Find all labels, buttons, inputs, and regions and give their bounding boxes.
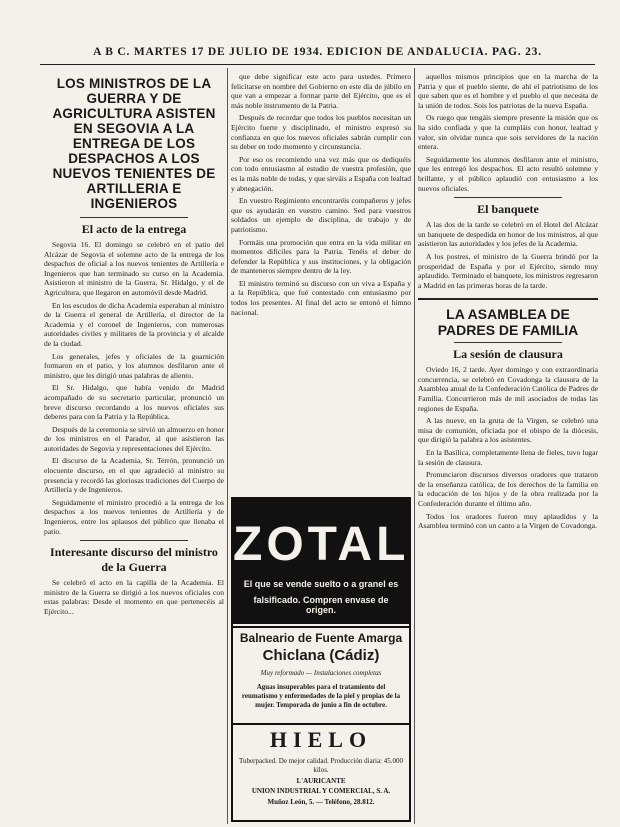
ad-divider [233, 626, 409, 628]
ice-company: UNION INDUSTRIAL Y COMERCIAL, S. A. [251, 787, 391, 795]
paragraph: Seguidamente los alumnos desfilaron ante el ministro, que les entregó los despachos. El acto resultó solemne y brillante, y el público aplaudió con entusiasmo a los nuevos oficiales. [418, 154, 598, 193]
article-1-subhead: El acto de la entrega [81, 222, 187, 236]
banquet-title: El banquete [477, 202, 539, 217]
paragraph: En vuestro Regimiento encontraréis compañeros y jefes que os ayudarán en vuestro camino. Sed para vuestros soldados un ejemplo de disciplina, de trabajo y de patriotismo. [231, 196, 411, 234]
zotal-ad [233, 499, 409, 624]
paragraph: A las dos de la tarde se celebró en el Hotel del Alcázar un banquete de despedida en honor de los ministros, al que asistieron las autoridades y los jefes de la Academia. [418, 220, 598, 249]
column-rule [414, 68, 415, 824]
ad-divider [233, 723, 409, 725]
paragraph: El ministro terminó su discurso con un viva a España y a la República, que fué contestado con entusiasmo por todos los presentes. Al final del acto se entonó el himno nacional. [231, 278, 411, 317]
spa-name: Balneario de Fuente Amarga [239, 631, 403, 645]
paragraph: Oviedo 16, 2 tarde. Ayer domingo y con extraordinaria concurrencia, se celebró en Covadonga la clausura de la Asamblea anual de la Confederación Católica de Padres de Familia. Concurrieron más de mil asociados de todas las regiones de España. [418, 365, 598, 413]
column-3 [418, 72, 598, 824]
paragraph: Después de recordar que todos los pueblos necesitan un Ejército fuerte y disciplinado, el ministro expresó su confianza en que los nuevos oficiales sabrán cumplir con su deber en todo momento y circunstancia. [231, 113, 411, 152]
ice-title: HIELO [269, 727, 373, 752]
paragraph: aquellos mismos principios que en la marcha de la Patria y que el pueblo siente, de ahí el patriotismo de los que saben que es el hombre y el pueblo el que necesita de la unión de todos. Sois los patriotas de la nueva España. [418, 72, 598, 110]
ice-address: Muñoz León, 5. — Teléfono, 28.812. [267, 798, 375, 806]
zotal-line-1: El que se vende suelto o a granel es [243, 579, 399, 589]
article-4-headline: LA ASAMBLEA DE PADRES DE FAMILIA [437, 306, 579, 339]
page-header: A B C. MARTES 17 DE JULIO DE 1934. EDICION DE ANDALUCIA. PAG. 23. [93, 46, 542, 58]
ice-text: Tuberpacked. De mejor calidad. Producción diaria: 45.000 kilos. [239, 757, 404, 774]
spa-place: Chiclana (Cádiz) [262, 647, 380, 664]
spa-text: Aguas insuperables para el tratamiento del reumatismo y enfermedades de la piel y propias de la mujer. Temporada de junio a fin de octubre. [241, 683, 401, 709]
paragraph: Se celebró el acto en la capilla de la Academia. El ministro de la Guerra se dirigió a los nuevos oficiales con estas palabras: Desde el momento en que pertenecéis al Ejército... [44, 578, 224, 616]
paragraph: que debe significar este acto para ustedes. Primero felicitarse en nombre del Gobierno en este día de júbilo en que van a empezar a formar parte del Ejército, que es el más noble instrumento de la Patria. [231, 72, 411, 110]
paragraph: Formáis una promoción que entra en la vida militar en momentos difíciles para la Patria. Tenéis el deber de defender la República y sus instituciones, y la obligación de manteneros siempre dentro de la ley. [231, 237, 411, 276]
paragraph: A los postres, el ministro de la Guerra brindó por la prosperidad de España y por el Ejército, siendo muy aplaudido. Terminado el banquete, los ministros regresaron a Madrid en las primeras horas de la tarde. [418, 251, 598, 290]
ice-brand: L'AURICANTE [296, 777, 346, 785]
paragraph: Segovia 16. El domingo se celebró en el patio del Alcázar de Segovia el solemne acto de la entrega de los despachos de oficial a los nuevos tenientes de Artillería e Ingenieros que han terminado su curso en la Academia. Asistieron el ministro de la Guerra, Sr. Hidalgo, y el de Agricultura, que llegaron en automóvil desde Madrid. [44, 240, 224, 297]
paragraph: Todos los oradores fueron muy aplaudidos y la Asamblea terminó con un canto a la Virgen de Covadonga. [418, 511, 598, 531]
paragraph: Pronunciaron discursos diversos oradores que trataron de la enseñanza católica, de los derechos de la familia en la educación de los hijos y de la obra realizada por la Confederación durante el último año. [418, 470, 598, 508]
paragraph: Después de la ceremonia se sirvió un almuerzo en honor de los ministros en el Parador, al que asistieron las autoridades de Segovia y representaciones del Ejército. [44, 424, 224, 453]
paragraph: Los generales, jefes y oficiales de la guarnición formaron en el patio, y los alumnos desfilaron ante el ministro, que les dirigió unas palabras de aliento. [44, 351, 224, 380]
divider [80, 540, 188, 541]
zotal-line-2: falsificado. Compren envase de origen. [253, 595, 389, 615]
column-1 [44, 72, 224, 824]
paragraph: En la Basílica, completamente llena de fieles, tuvo lugar la sesión de clausura. [418, 448, 598, 467]
spa-note: Muy reformado — Instalaciones completas [260, 669, 382, 677]
header-rule [40, 64, 595, 65]
zotal-brand: ZOTAL [233, 518, 410, 571]
column-2 [231, 72, 411, 492]
paragraph: Por eso os recomiendo una vez más que os dediquéis con todo entusiasmo al estudio de vuestra profesión, que es la más noble de todas, y que sirváis a España con lealtad y abnegación. [231, 154, 411, 193]
paragraph: En los escudos de dicha Academia esperaban al ministro de la Guerra el general de Artillería, el director de la Academia y el coronel de Ingenieros, con numerosas autoridades civiles y militares de la provincia y el alcalde de la ciudad. [44, 300, 224, 348]
section-rule [418, 298, 598, 300]
paragraph: Seguidamente el ministro procedió a la entrega de los despachos a los nuevos tenientes de Artillería y de Ingenieros, entre los aplausos del público que llenaba el patio. [44, 497, 224, 536]
paragraph: El discurso de la Academia, Sr. Terrón, pronunció un elocuente discurso, en el que agradeció al ministro su presencia y recordó las gloriosas tradiciones del Cuerpo de Artillería y de Ingenieros. [44, 456, 224, 495]
paragraph: El Sr. Hidalgo, que había venido de Madrid acompañado de su secretario particular, pronunció un breve discurso recordando a los nuevos oficiales sus deberes para con la Patria y la República. [44, 383, 224, 422]
article-1-headline: LOS MINISTROS DE LA GUERRA Y DE AGRICULTURA ASISTEN EN SEGOVIA A LA ENTREGA DE LOS DESPACHOS A LOS NUEVOS TENIENTES DE ARTILLERIA E INGENIEROS [52, 76, 216, 211]
column-rule [227, 68, 228, 824]
paragraph: A las nueve, en la gruta de la Virgen, se celebró una misa de comunión, oficiada por el obispo de la diócesis, que dirigió la palabra a los asistentes. [418, 416, 598, 445]
article-1-subhead-2: Interesante discurso del ministro de la Guerra [50, 545, 218, 575]
paragraph: Os ruego que tengáis siempre presente la misión que os ha sido confiada y que la cumpláis con honor, lealtad y valor, sin olvidar nunca que sois servidores de la nación entera. [418, 113, 598, 152]
divider [454, 342, 562, 343]
advertisement [231, 497, 411, 822]
divider [454, 197, 562, 198]
divider [80, 217, 188, 218]
article-4-subhead: La sesión de clausura [453, 347, 563, 362]
